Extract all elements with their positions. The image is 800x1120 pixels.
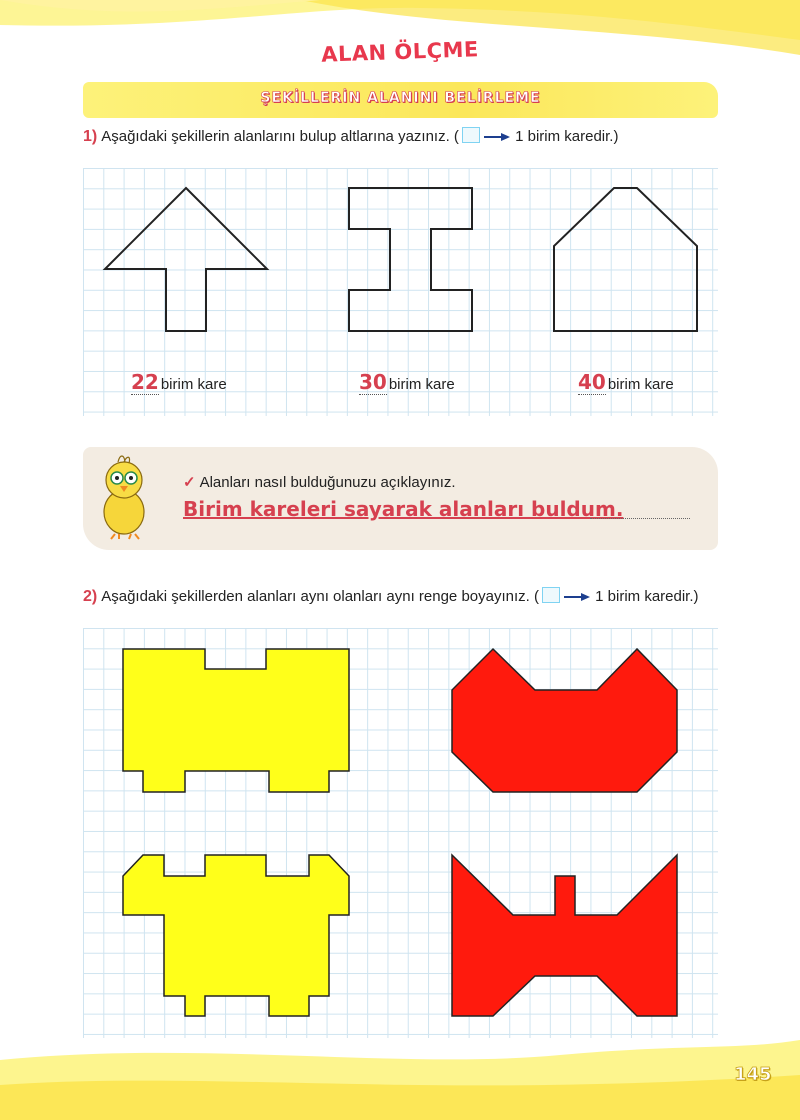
check-icon: ✓ (183, 474, 196, 491)
question-2-unit-text: 1 birim karedir.) (595, 588, 699, 605)
explanation-answer: Birim kareleri sayarak alanları buldum. (183, 497, 624, 521)
answer-1-unit: birim kare (160, 376, 227, 393)
answer-3-value: 40 (578, 370, 606, 394)
unit-title: ALAN ÖLÇME (320, 37, 480, 67)
section-title: ŞEKİLLERİN ALANINI BELİRLEME (260, 90, 541, 106)
answer-3-unit: birim kare (607, 376, 674, 393)
question-1-text: Aşağıdaki şekillerin alanlarını bulup altlarına yazınız. ( (101, 128, 459, 145)
chick-mascot-icon (93, 452, 155, 540)
explanation-prompt (183, 473, 456, 491)
i-beam-shape (349, 188, 472, 331)
colored-shape-1 (123, 649, 349, 792)
answer-1 (131, 370, 227, 394)
question-1-number: 1) (83, 128, 98, 145)
answer-2 (359, 370, 455, 394)
answer-2-value: 30 (359, 370, 387, 394)
question-1-unit-text: 1 birim karedir.) (515, 128, 619, 145)
page-number: 145 (734, 1064, 772, 1085)
question-2-text: Aşağıdaki şekillerden alanları aynı olanları aynı renge boyayınız. ( (101, 588, 539, 605)
question-2-number: 2) (83, 588, 98, 605)
answer-dotted-line (590, 518, 690, 519)
house-shape (554, 188, 697, 331)
answer-2-unit: birim kare (388, 376, 455, 393)
answer-3 (578, 370, 674, 394)
colored-shape-4 (452, 855, 677, 1016)
colored-shape-2 (452, 649, 677, 792)
explanation-prompt-text: Alanları nasıl bulduğunuzu açıklayınız. (199, 474, 456, 491)
arrow-shape (105, 188, 267, 331)
colored-shape-3 (123, 855, 349, 1016)
answer-1-value: 22 (131, 370, 159, 394)
